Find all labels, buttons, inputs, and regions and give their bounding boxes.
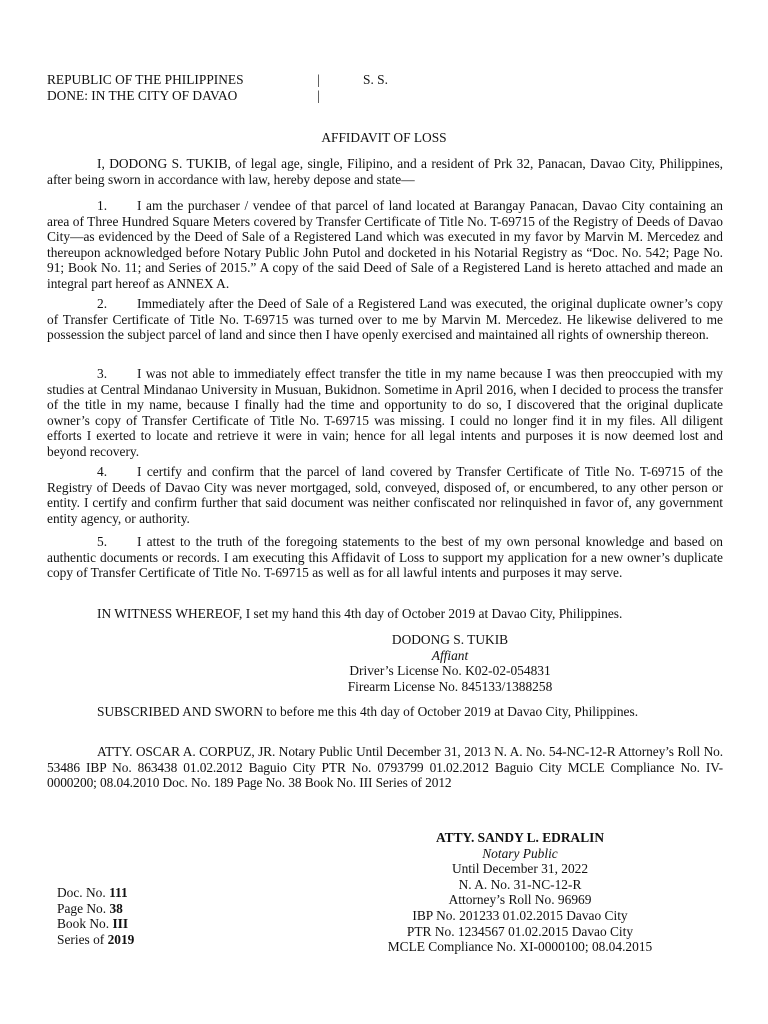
paragraph-5 [47,534,723,581]
venue-separator: | [317,72,320,87]
jurat-text: SUBSCRIBED AND SWORN to before me this 4th day of October 2019 at Davao City, Philippines. [97,704,639,719]
docket-page-label: Page No. [57,900,107,916]
docket-doc-label: Doc. No. [57,885,106,900]
paragraph-text: I attest to the truth of the foregoing statements to the best of my own personal knowledge and based on authentic documents or records. I am executing this Affidavit of Loss to support my application for a new owner’s duplicate copy of Transfer Certificate of Title No. T-69715 as well as for all lawful intents and purposes it may serve. [47,534,723,581]
affiant-signature-block [300,632,600,694]
docket-page-value: 38 [109,900,123,916]
venue-republic: REPUBLIC OF THE PHILIPPINES [47,72,244,87]
paragraph-3 [47,366,723,460]
docket-page [57,901,134,917]
paragraph-text: I am the purchaser / vendee of that parcel of land located at Barangay Panacan, Davao City containing an area of Three Hundred Square Meters covered by Transfer Certificate of Title No. T-69715 of the Registry of Deeds of Davao City—as evidenced by the Deed of Sale of a Registered Land which was executed in my favor by Marvin M. Mercedez and thereupon acknowledged before Notary Public John Putol and docketed in his Notarial Registry as “Doc. No. 542; Page No. 91; Book No. 11; and Series of 2015.” A copy of the said Deed of Sale of a Registered Land is hereto attached and made an integral part hereof as ANNEX A. [47,198,723,291]
venue-separator: | [317,87,320,103]
affiant-firearm-license: Firearm License No. 845133/1388258 [347,678,553,694]
venue-ss: S. S. [363,72,388,87]
paragraph-number: 3. [97,366,108,381]
old-notary-block [47,744,723,791]
docket-series-value: 2019 [107,931,135,947]
old-notary-text: ATTY. OSCAR A. CORPUZ, JR. Notary Public Until December 31, 2013 N. A. No. 54-NC-12-R Attorney’s Roll No. 53486 IBP No. 863438 01.02.2012 Baguio City PTR No. 0793799 01.02.2012 Baguio City MCLE Compliance No. IV-0000200; 08.04.2010 Doc. No. 189 Page No. 38 Book No. III Series of 2012 [47,744,723,791]
docket-block [57,885,134,947]
notary-name: ATTY. SANDY L. EDRALIN [435,830,605,845]
docket-series-label: Series of [57,931,105,947]
docket-book [57,916,134,932]
jurat [47,704,723,720]
affiant-role: Affiant [431,647,469,663]
witness-text: IN WITNESS WHEREOF, I set my hand this 4th day of October 2019 at Davao City, Philippines. [97,606,623,621]
notary-commission-until: Until December 31, 2022 [451,861,589,877]
paragraph-number: 4. [97,464,108,479]
docket-doc-value: 111 [109,885,128,900]
paragraph-text: Immediately after the Deed of Sale of a Registered Land was executed, the original duplicate owner’s copy of Transfer Certificate of Title No. T-69715 was turned over to me by Marvin M. Mercedez. He likewise delivered to me possession the subject parcel of land and since then I have openly exercised and maintained all rights of ownership thereon. [47,296,723,343]
paragraph-text: I certify and confirm that the parcel of land covered by Transfer Certificate of Title No. T-69715 of the Registry of Deeds of Davao City was never mortgaged, sold, conveyed, disposed of, or encumbered, to any other person or entity. I certify and confirm further that said document was neither confiscated nor relinquished in favor of, any government entity agency, or authority. [47,464,723,526]
witness-clause [47,606,723,622]
intro-paragraph [47,156,723,187]
notary-ibp-number: IBP No. 201233 01.02.2015 Davao City [412,907,628,923]
venue-city: DONE: IN THE CITY OF DAVAO [47,87,238,103]
intro-text: I, DODONG S. TUKIB, of legal age, single, Filipino, and a resident of Prk 32, Panacan, Davao City, Philippines, after being sworn in accordance with law, hereby depose and state— [47,156,723,187]
document-title: AFFIDAVIT OF LOSS [321,130,447,145]
paragraph-number: 1. [97,198,108,213]
notary-title: Notary Public [482,845,558,861]
paragraph-4 [47,464,723,526]
paragraph-2 [47,296,723,343]
docket-book-value: III [112,916,129,932]
paragraph-1 [47,198,723,292]
docket-book-label: Book No. [57,916,110,932]
notary-ptr-number: PTR No. 1234567 01.02.2015 Davao City [406,923,634,939]
notary-mcle-number: MCLE Compliance No. XI-0000100; 08.04.2015 [387,939,653,955]
docket-doc [57,885,134,901]
venue-block [47,72,427,103]
affiant-name: DODONG S. TUKIB [391,632,509,647]
paragraph-text: I was not able to immediately effect transfer the title in my name because I was then preoccupied with my studies at Central Mindanao University in Musuan, Bukidnon. Sometime in April 2016, when I decided to process the transfer of the title in my name, because I finally had the time and opportunity to do so, I discovered that the original duplicate owner’s copy of Transfer Certificate of Title No. T-69715 was missing. I could no longer find it in my files. All diligent efforts I exerted to locate and retrieve it were in vain; hence for all legal intents and purposes it is now deemed lost and beyond recovery. [47,366,723,459]
notary-na-number: N. A. No. 31-NC-12-R [458,876,582,892]
paragraph-number: 2. [97,296,108,311]
notary-signature-block [340,830,700,955]
affiant-drivers-license: Driver’s License No. K02-02-054831 [349,663,551,679]
notary-roll-number: Attorney’s Roll No. 96969 [448,892,592,908]
docket-series [57,932,134,948]
paragraph-number: 5. [97,534,108,549]
